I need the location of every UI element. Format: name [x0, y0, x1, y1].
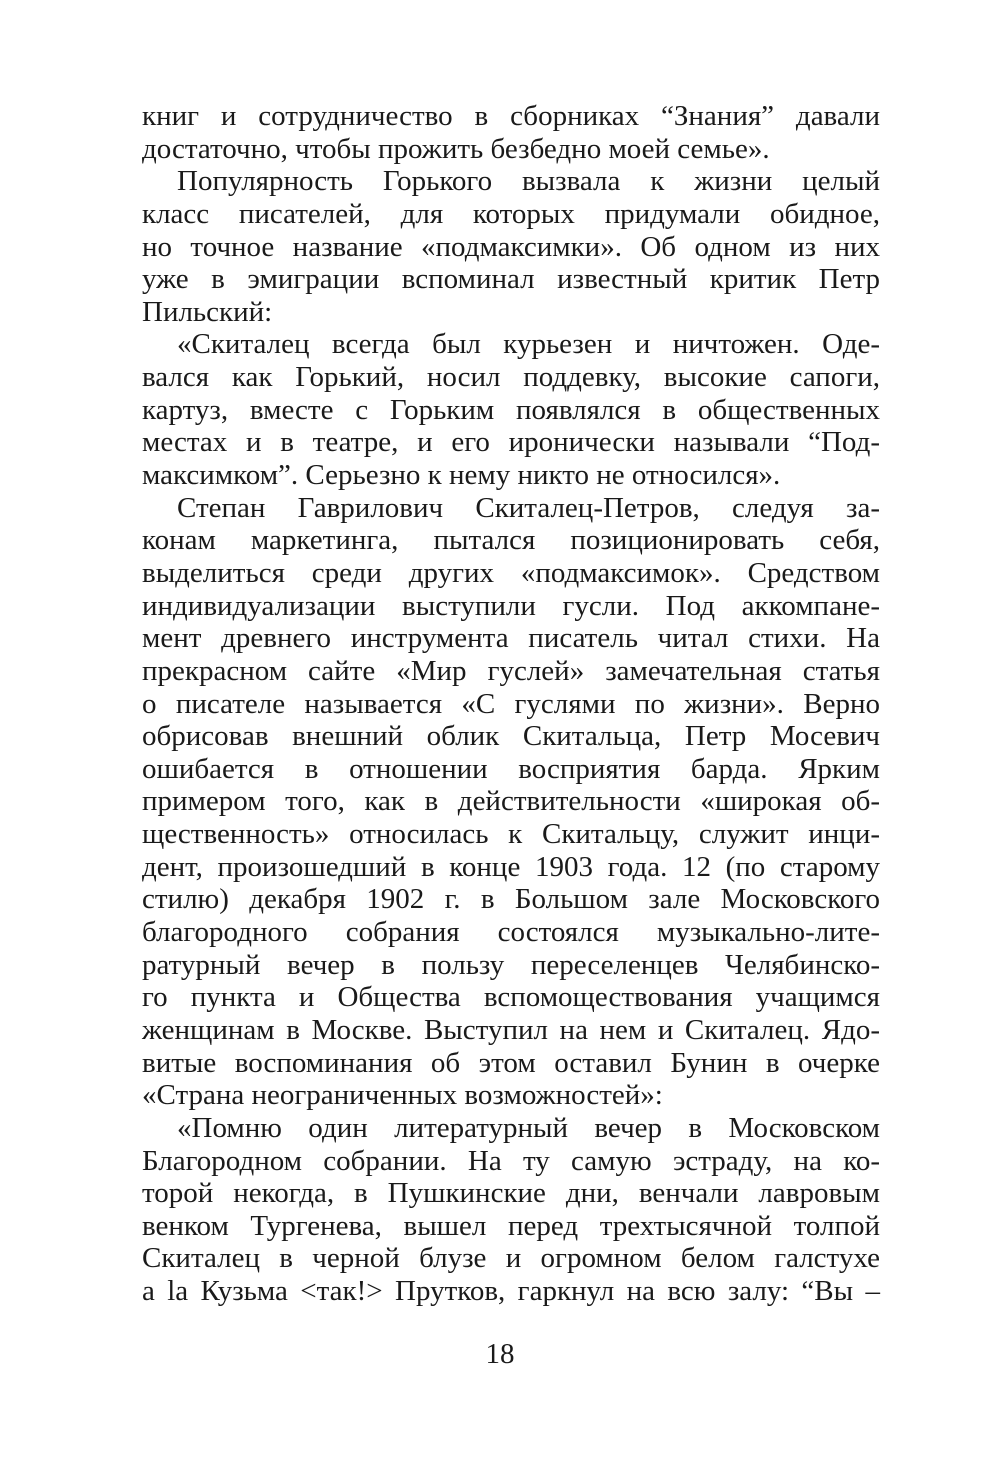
text-line: стилю) декабря 1902 г. в Большом зале Московского: [142, 883, 880, 916]
text-line: конам маркетинга, пытался позиционировать себя,: [142, 524, 880, 557]
text-line: о писателе называется «С гуслями по жизни». Верно: [142, 687, 880, 720]
page-body: [142, 100, 880, 1308]
text-line: индивидуализации выступили гусли. Под аккомпане-: [142, 589, 880, 622]
text-line: Благородном собрании. На ту самую эстраду, на ко-: [142, 1144, 880, 1177]
text-line: «Помню один литературный вечер в Московском: [177, 1111, 880, 1144]
text-line: уже в эмиграции вспоминал известный критик Петр: [142, 263, 880, 296]
text-line: Популярность Горького вызвала к жизни целый: [177, 165, 880, 198]
text-line: Скиталец в черной блузе и огромном белом галстухе: [142, 1242, 880, 1275]
text-line: книг и сотрудничество в сборниках “Знания” давали: [142, 100, 880, 132]
text-line: вался как Горький, носил поддевку, высокие сапоги,: [142, 361, 880, 394]
text-line: ошибается в отношении восприятия барда. Ярким: [142, 752, 880, 785]
text-line: венком Тургенева, вышел перед трехтысячной толпой: [142, 1209, 880, 1242]
text-line: класс писателей, для которых придумали обидное,: [142, 197, 880, 230]
text-line: ратурный вечер в пользу переселенцев Челябинско-: [142, 948, 880, 981]
page-number: 18: [485, 1338, 515, 1370]
text-line: достаточно, чтобы прожить безбедно моей семье».: [142, 132, 770, 165]
text-line: витые воспоминания об этом оставил Бунин в очерке: [142, 1046, 880, 1079]
text-line: го пункта и Общества вспомоществования учащимся: [142, 981, 880, 1014]
text-line: «Страна неограниченных возможностей»:: [142, 1079, 663, 1112]
text-line: местах и в театре, и его иронически называли “Под-: [142, 426, 880, 459]
text-line: a la Кузьма <так!> Прутков, гаркнул на всю залу: “Вы –: [142, 1275, 880, 1308]
text-line: женщинам в Москве. Выступил на нем и Скиталец. Ядо-: [142, 1013, 880, 1046]
text-line: обрисовав внешний облик Скитальца, Петр Мосевич: [142, 720, 880, 753]
text-line: выделиться среди других «подмаксимок». Средством: [142, 556, 880, 589]
text-line: Степан Гаврилович Скиталец-Петров, следуя за-: [177, 491, 880, 524]
text-line: примером того, как в действительности «широкая об-: [142, 785, 880, 818]
text-line: но точное название «подмаксимки». Об одном из них: [142, 230, 880, 263]
text-line: благородного собрания состоялся музыкально-литe-: [142, 916, 880, 949]
text-line: картуз, вместе с Горьким появлялся в общественных: [142, 393, 880, 426]
text-line: торой некогда, в Пушкинские дни, венчали лавровым: [142, 1177, 880, 1210]
text-line: прекрасном сайте «Мир гуслей» замечательная статья: [142, 654, 880, 687]
text-line: мент древнего инструмента писатель читал стихи. На: [142, 622, 880, 655]
text-line: «Скиталец всегда был курьезен и ничтожен. Оде-: [177, 328, 880, 361]
text-line: дент, произошедший в конце 1903 года. 12 (по старому: [142, 850, 880, 883]
text-line: максимком”. Серьезно к нему никто не относился».: [142, 459, 781, 492]
text-line: щественность» относилась к Скитальцу, служит инци-: [142, 818, 880, 851]
text-line: Пильский:: [142, 295, 273, 328]
